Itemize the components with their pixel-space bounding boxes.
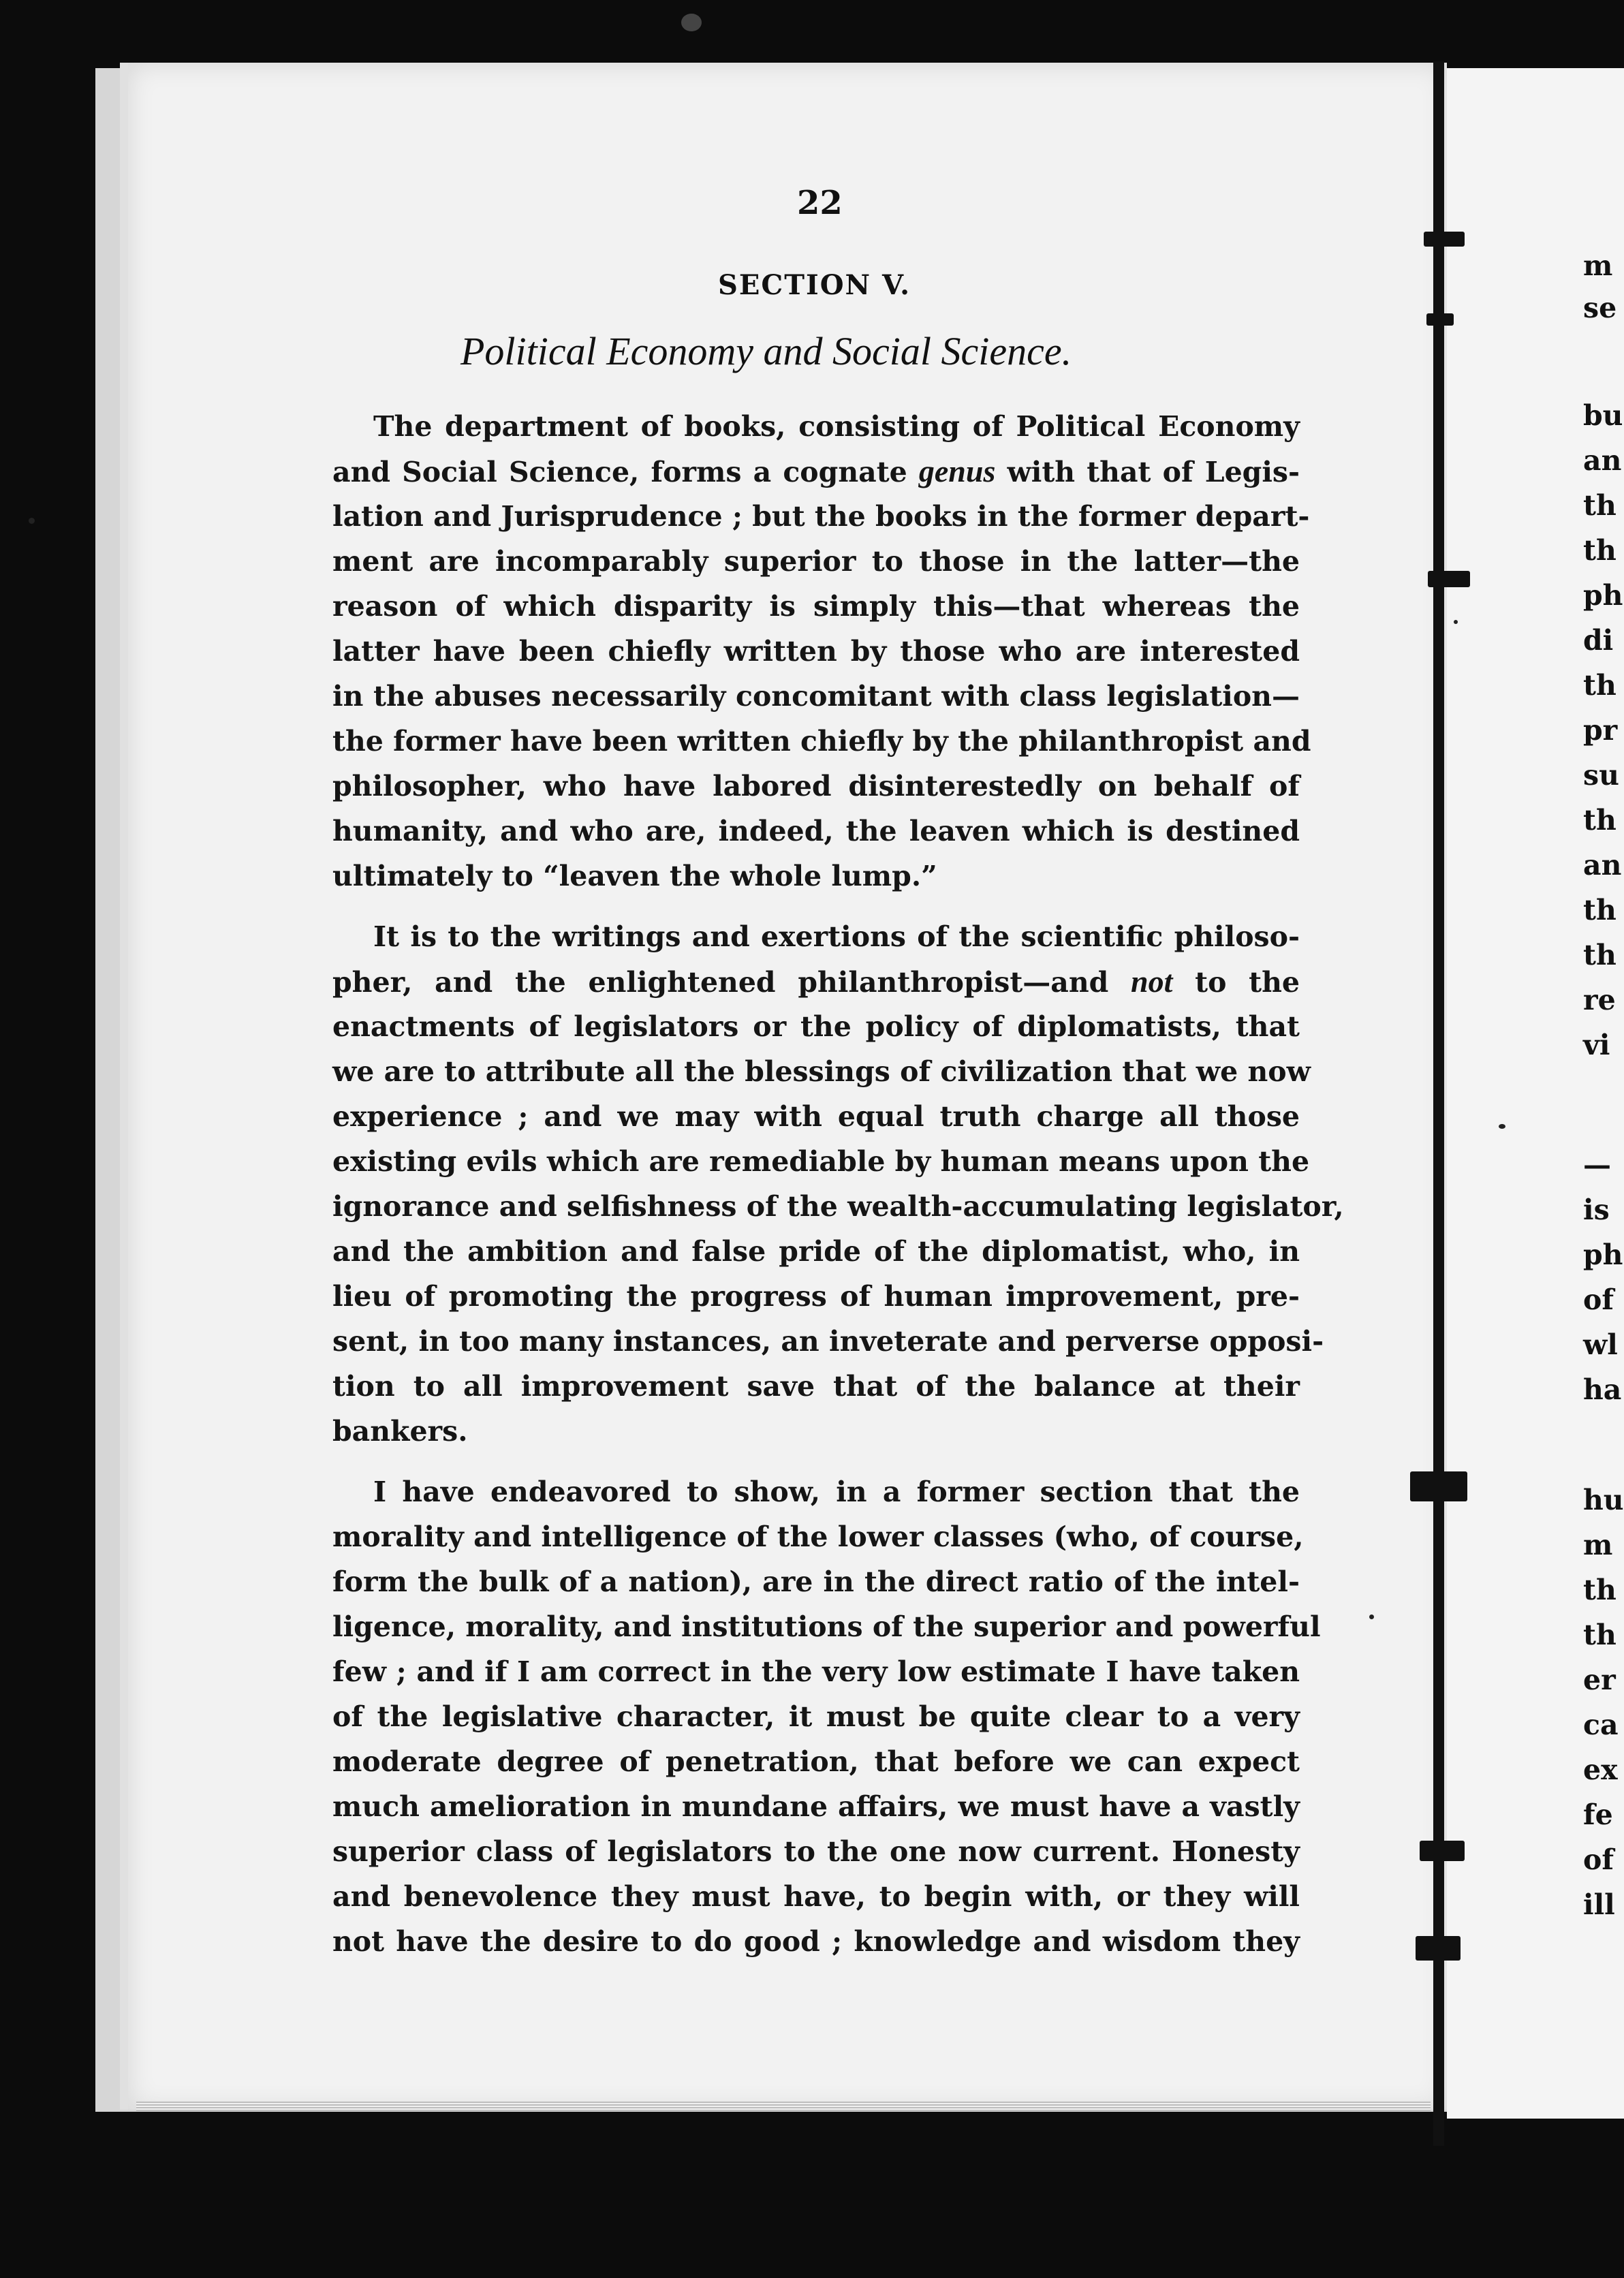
text-line: and Social Science, forms a cognate genus with that of Legis- bbox=[332, 454, 1300, 488]
text-line: much amelioration in mundane affairs, we must have a vastly bbox=[332, 1790, 1300, 1823]
facing-text-fragment: of bbox=[1583, 1283, 1614, 1316]
facing-text-fragment: th bbox=[1583, 939, 1617, 971]
paragraph bbox=[332, 914, 1344, 1454]
facing-text-fragment: an bbox=[1583, 444, 1622, 477]
text-line: enactments of legislators or the policy of diplomatists, that bbox=[332, 1010, 1300, 1043]
facing-text-fragment: is bbox=[1583, 1193, 1610, 1226]
text-line: and benevolence they must have, to begin with, or they will bbox=[332, 1880, 1300, 1913]
binding-mark bbox=[1420, 1841, 1465, 1861]
text-line: bankers. bbox=[332, 1415, 468, 1448]
facing-text-fragment: wl bbox=[1583, 1328, 1618, 1361]
text-line: we are to attribute all the blessings of civilization that we now bbox=[332, 1055, 1311, 1088]
facing-text-fragment: th bbox=[1583, 1619, 1617, 1651]
text-line: It is to the writings and exertions of the scientific philoso- bbox=[373, 920, 1300, 953]
facing-text-fragment: se bbox=[1583, 292, 1617, 324]
facing-text-fragment: — bbox=[1583, 1149, 1611, 1181]
binding-mark bbox=[1410, 1471, 1467, 1501]
facing-text-fragment: er bbox=[1583, 1664, 1616, 1696]
facing-text-fragment: ex bbox=[1583, 1753, 1618, 1786]
dust-speck bbox=[1369, 1614, 1374, 1619]
binding-mark bbox=[1416, 1936, 1461, 1961]
facing-text-fragment: ph bbox=[1583, 579, 1623, 612]
facing-text-fragment: th bbox=[1583, 489, 1617, 522]
binding-mark bbox=[1426, 313, 1454, 326]
facing-text-fragment: hu bbox=[1583, 1484, 1624, 1516]
facing-text-fragment: vi bbox=[1583, 1029, 1610, 1061]
text-line: humanity, and who are, indeed, the leaven which is destined bbox=[332, 815, 1300, 847]
text-line: pher, and the enlightened philanthropist—and not to the bbox=[332, 964, 1300, 999]
text-line: and the ambition and false pride of the diplomatist, who, in bbox=[332, 1235, 1300, 1268]
text-line: moderate degree of penetration, that before we can expect bbox=[332, 1745, 1300, 1778]
binding-mark bbox=[1428, 571, 1470, 587]
dust-speck bbox=[29, 518, 35, 524]
text-line: of the legislative character, it must be quite clear to a very bbox=[332, 1700, 1300, 1733]
body-text bbox=[332, 404, 1344, 1980]
paragraph bbox=[332, 404, 1311, 899]
paragraph bbox=[332, 1469, 1321, 1964]
text-line: tion to all improvement save that of the balance at their bbox=[332, 1370, 1300, 1403]
binding-mark bbox=[1424, 232, 1465, 247]
text-line: ligence, morality, and institutions of the superior and powerful bbox=[332, 1610, 1321, 1643]
facing-text-fragment: th bbox=[1583, 804, 1617, 837]
facing-text-fragment: th bbox=[1583, 1574, 1617, 1606]
facing-text-fragment: fe bbox=[1583, 1798, 1613, 1831]
text-line: I have endeavored to show, in a former section that the bbox=[373, 1476, 1300, 1508]
page-edge bbox=[136, 2102, 1431, 2111]
text-line: reason of which disparity is simply this—that whereas the bbox=[332, 590, 1300, 623]
facing-text-fragment: m bbox=[1583, 249, 1613, 282]
facing-text-fragment: th bbox=[1583, 894, 1617, 926]
text-line: philosopher, who have labored disinterestedly on behalf of bbox=[332, 770, 1300, 802]
text-line: lation and Jurisprudence ; but the books in the former depart- bbox=[332, 500, 1310, 533]
dust-speck bbox=[1499, 1124, 1505, 1129]
facing-text-fragment: th bbox=[1583, 669, 1617, 702]
facing-text-fragment: ph bbox=[1583, 1238, 1623, 1271]
text-line: ment are incomparably superior to those in the latter—the bbox=[332, 545, 1300, 578]
text-line: superior class of legislators to the one now current. Honesty bbox=[332, 1835, 1300, 1868]
facing-text-fragment: pr bbox=[1583, 714, 1618, 747]
dust-speck bbox=[681, 14, 702, 31]
facing-text-fragment: of bbox=[1583, 1843, 1614, 1876]
text-line: experience ; and we may with equal truth charge all those bbox=[332, 1100, 1300, 1133]
facing-text-fragment: su bbox=[1583, 759, 1619, 792]
facing-text-fragment: re bbox=[1583, 984, 1616, 1016]
text-line: not have the desire to do good ; knowledge and wisdom they bbox=[332, 1925, 1300, 1958]
section-title: Political Economy and Social Science. bbox=[460, 329, 1072, 373]
text-line: few ; and if I am correct in the very low estimate I have taken bbox=[332, 1655, 1300, 1688]
text-line: morality and intelligence of the lower classes (who, of course, bbox=[332, 1520, 1304, 1553]
text-line: in the abuses necessarily concomitant with class legislation— bbox=[332, 680, 1300, 713]
text-line: lieu of promoting the progress of human improvement, pre- bbox=[332, 1280, 1300, 1313]
text-line: sent, in too many instances, an inveterate and perverse opposi- bbox=[332, 1325, 1324, 1358]
facing-text-fragment: ca bbox=[1583, 1708, 1619, 1741]
facing-text-fragment: di bbox=[1583, 624, 1614, 657]
facing-text-fragment: ill bbox=[1583, 1888, 1615, 1921]
section-heading: SECTION V. bbox=[718, 269, 911, 301]
text-line: ultimately to “leaven the whole lump.” bbox=[332, 860, 937, 892]
facing-text-fragment: ha bbox=[1583, 1373, 1622, 1406]
facing-text-fragment: bu bbox=[1583, 399, 1623, 432]
text-line: form the bulk of a nation), are in the direct ratio of the intel- bbox=[332, 1565, 1300, 1598]
facing-text-fragment: th bbox=[1583, 534, 1617, 567]
text-line: The department of books, consisting of Political Economy bbox=[373, 410, 1300, 443]
facing-text-fragment: m bbox=[1583, 1529, 1613, 1561]
text-line: existing evils which are remediable by human means upon the bbox=[332, 1145, 1310, 1178]
text-line: ignorance and selfishness of the wealth-accumulating legislator, bbox=[332, 1190, 1344, 1223]
book-spine bbox=[1433, 61, 1444, 2146]
dust-speck bbox=[1454, 620, 1458, 624]
page-number: 22 bbox=[797, 184, 843, 222]
facing-text-fragment: an bbox=[1583, 849, 1622, 881]
text-line: latter have been chiefly written by those who are interested bbox=[332, 635, 1300, 668]
text-line: the former have been written chiefly by the philanthropist and bbox=[332, 725, 1311, 758]
